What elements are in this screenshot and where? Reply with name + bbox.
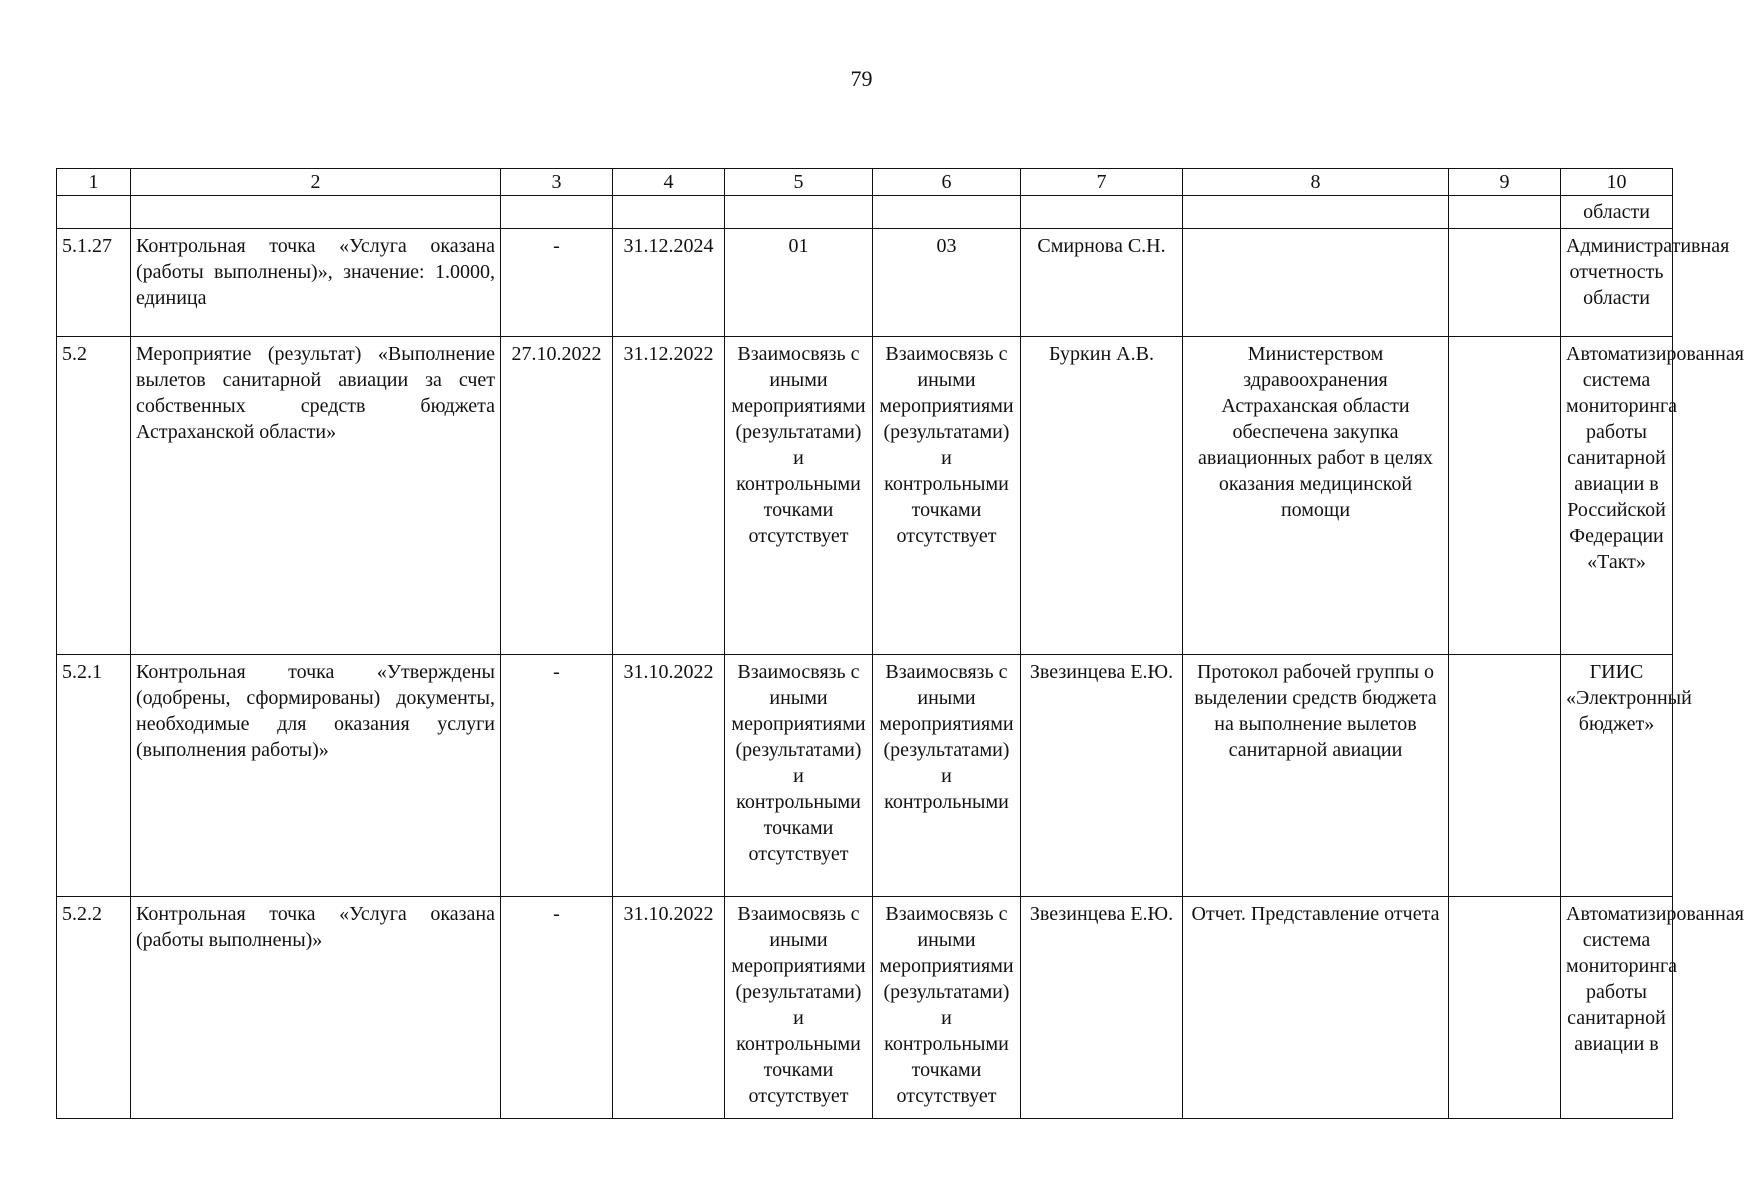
plan-table bbox=[56, 168, 1744, 1119]
column-header: 9 bbox=[1449, 169, 1561, 196]
event-name: Контрольная точка «Услуга оказана (работы выполнены)» bbox=[131, 897, 501, 1119]
end-date: 31.12.2024 bbox=[613, 229, 725, 337]
col6-cell: Взаимосвязь с иными мероприятиями (результатами) и контрольными bbox=[873, 655, 1021, 897]
column-header: 3 bbox=[501, 169, 613, 196]
empty-cell bbox=[725, 196, 873, 229]
column-header: 6 bbox=[873, 169, 1021, 196]
column-number-row bbox=[57, 169, 1673, 196]
column-header: 5 bbox=[725, 169, 873, 196]
table-row bbox=[57, 897, 1673, 1119]
col9-cell bbox=[1449, 897, 1561, 1119]
info-system-cell: Автоматизированная система мониторинга работы санитарной авиации в bbox=[1561, 897, 1673, 1119]
end-date: 31.12.2022 bbox=[613, 337, 725, 655]
col9-cell bbox=[1449, 337, 1561, 655]
table-row bbox=[57, 229, 1673, 337]
col9-cell bbox=[1449, 229, 1561, 337]
col6-cell: Взаимосвязь с иными мероприятиями (результатами) и контрольными точками отсутствует bbox=[873, 337, 1021, 655]
end-date: 31.10.2022 bbox=[613, 655, 725, 897]
row-number: 5.2 bbox=[57, 337, 131, 655]
column-header: 8 bbox=[1183, 169, 1449, 196]
event-name: Контрольная точка «Утверждены (одобрены, сформированы) документы, необходимые для оказания услуги (выполнения работы)» bbox=[131, 655, 501, 897]
result-cell: Министерством здравоохранения Астраханская области обеспечена закупка авиационных работ в целях оказания медицинской помощи bbox=[1183, 337, 1449, 655]
info-system-cell: области bbox=[1561, 196, 1673, 229]
result-cell: Отчет. Представление отчета bbox=[1183, 897, 1449, 1119]
row-number: 5.1.27 bbox=[57, 229, 131, 337]
column-header: 7 bbox=[1021, 169, 1183, 196]
row-number: 5.2.2 bbox=[57, 897, 131, 1119]
col9-cell bbox=[1449, 655, 1561, 897]
empty-cell bbox=[613, 196, 725, 229]
responsible: Буркин А.В. bbox=[1021, 337, 1183, 655]
result-cell: Протокол рабочей группы о выделении средств бюджета на выполнение вылетов санитарной авиации bbox=[1183, 655, 1449, 897]
column-header: 10 bbox=[1561, 169, 1673, 196]
responsible: Звезинцева Е.Ю. bbox=[1021, 897, 1183, 1119]
col5-cell: 01 bbox=[725, 229, 873, 337]
responsible: Звезинцева Е.Ю. bbox=[1021, 655, 1183, 897]
empty-cell bbox=[1183, 196, 1449, 229]
empty-cell bbox=[131, 196, 501, 229]
start-date: - bbox=[501, 655, 613, 897]
column-header: 4 bbox=[613, 169, 725, 196]
event-name: Мероприятие (результат) «Выполнение вылетов санитарной авиации за счет собственных средств бюджета Астраханской области» bbox=[131, 337, 501, 655]
end-date: 31.10.2022 bbox=[613, 897, 725, 1119]
col6-cell: 03 bbox=[873, 229, 1021, 337]
info-system-cell: Административная отчетность области bbox=[1561, 229, 1673, 337]
responsible: Смирнова С.Н. bbox=[1021, 229, 1183, 337]
col5-cell: Взаимосвязь с иными мероприятиями (результатами) и контрольными точками отсутствует bbox=[725, 655, 873, 897]
row-number: 5.2.1 bbox=[57, 655, 131, 897]
empty-cell bbox=[1449, 196, 1561, 229]
continuation-row bbox=[57, 196, 1673, 229]
col6-cell: Взаимосвязь с иными мероприятиями (результатами) и контрольными точками отсутствует bbox=[873, 897, 1021, 1119]
empty-cell bbox=[873, 196, 1021, 229]
event-name: Контрольная точка «Услуга оказана (работы выполнены)», значение: 1.0000, единица bbox=[131, 229, 501, 337]
start-date: 27.10.2022 bbox=[501, 337, 613, 655]
col5-cell: Взаимосвязь с иными мероприятиями (результатами) и контрольными точками отсутствует bbox=[725, 897, 873, 1119]
start-date: - bbox=[501, 229, 613, 337]
table-row bbox=[57, 655, 1673, 897]
table-row bbox=[57, 337, 1673, 655]
info-system-cell: Автоматизированная система мониторинга работы санитарной авиации в Российской Федерации «Такт» bbox=[1561, 337, 1673, 655]
info-system-cell: ГИИС «Электронный бюджет» bbox=[1561, 655, 1673, 897]
page-number: 79 bbox=[850, 66, 873, 91]
column-header: 2 bbox=[131, 169, 501, 196]
empty-cell bbox=[57, 196, 131, 229]
empty-cell bbox=[1021, 196, 1183, 229]
start-date: - bbox=[501, 897, 613, 1119]
result-cell bbox=[1183, 229, 1449, 337]
column-header: 1 bbox=[57, 169, 131, 196]
col5-cell: Взаимосвязь с иными мероприятиями (результатами) и контрольными точками отсутствует bbox=[725, 337, 873, 655]
empty-cell bbox=[501, 196, 613, 229]
